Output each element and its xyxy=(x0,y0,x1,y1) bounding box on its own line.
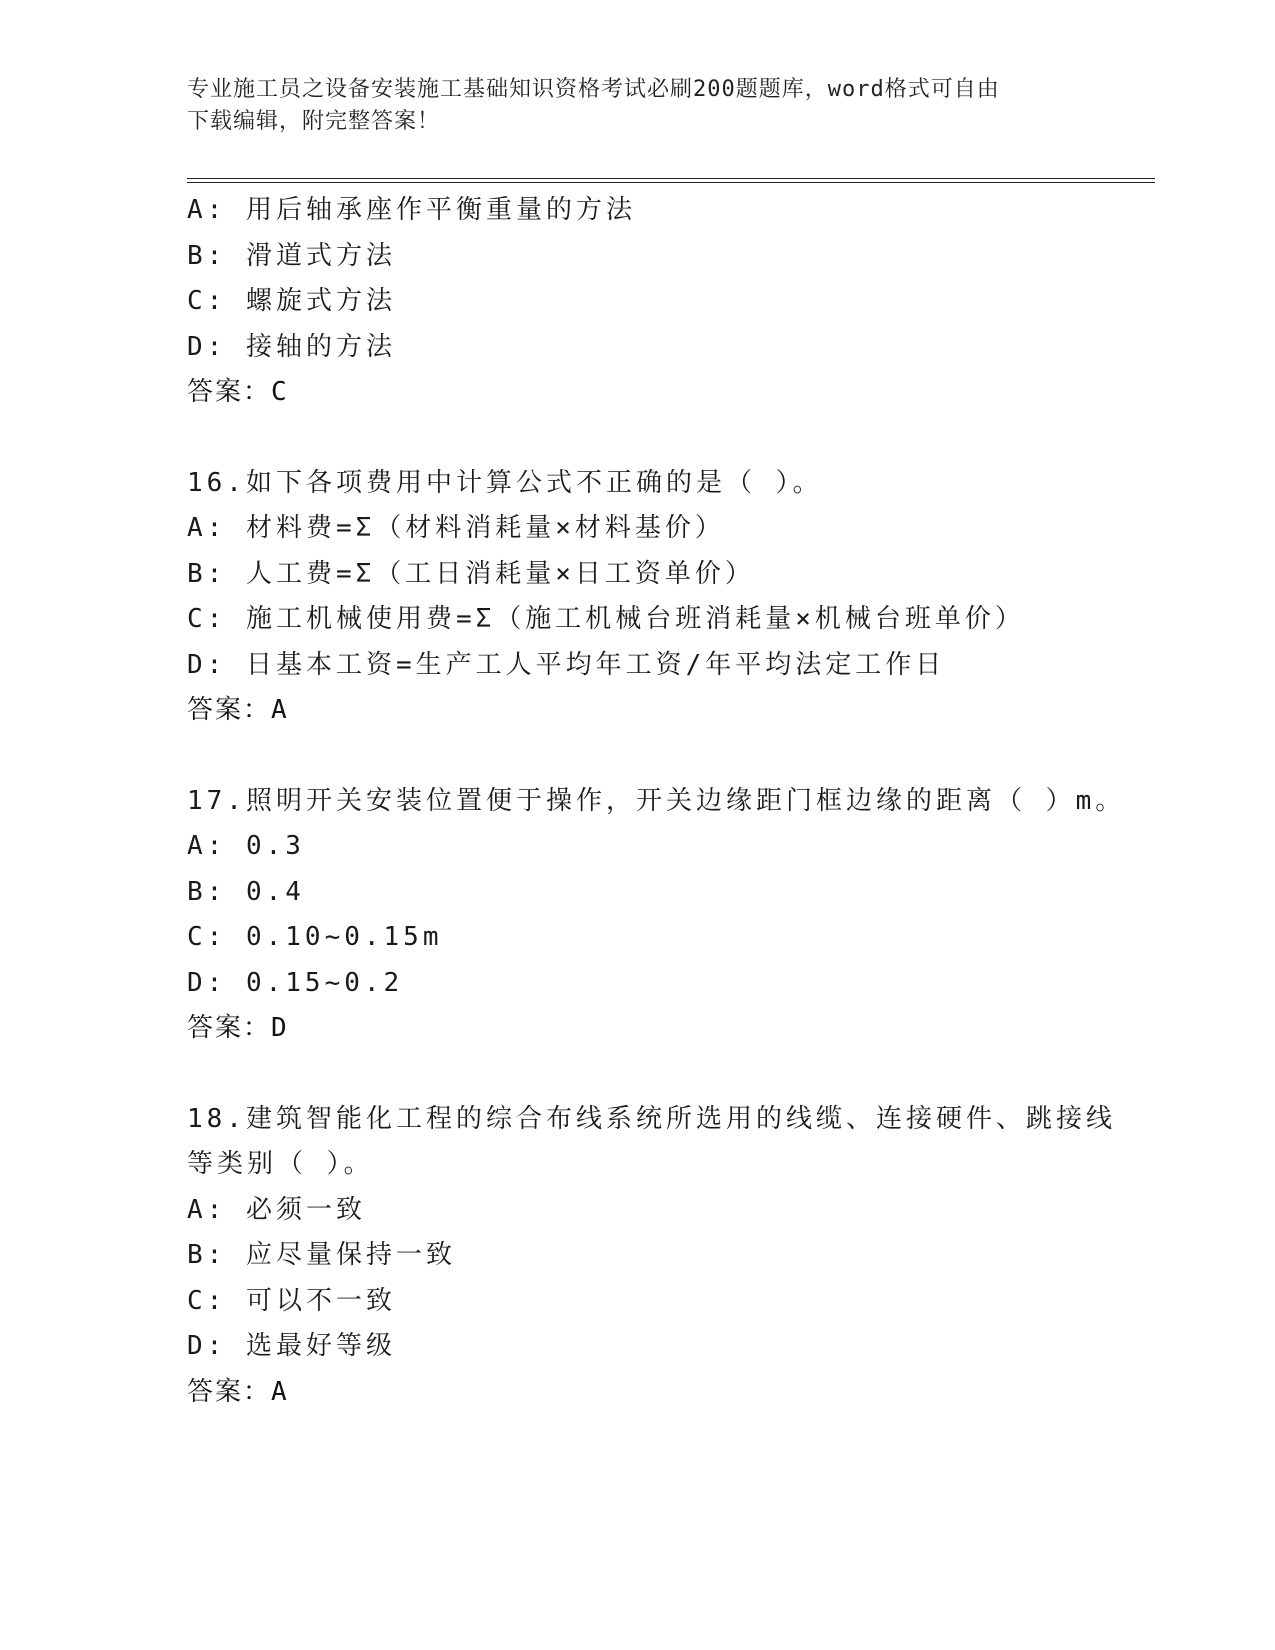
spacer xyxy=(187,734,1127,779)
option-c: C: 螺旋式方法 xyxy=(187,286,396,316)
option-a: A: 用后轴承座作平衡重量的方法 xyxy=(187,195,636,225)
header-line-2: 下载编辑，附完整答案！ xyxy=(187,109,441,134)
document-header xyxy=(187,74,1087,138)
question-block-17 xyxy=(187,779,1127,1052)
answer-label: 答案：A xyxy=(187,1376,289,1407)
spacer xyxy=(187,1052,1127,1097)
header-line-1: 专业施工员之设备安装施工基础知识资格考试必刷200题题库，word格式可自由 xyxy=(187,77,1000,102)
option-d: D: 日基本工资=生产工人平均年工资/年平均法定工作日 xyxy=(187,649,946,680)
header-divider-top xyxy=(187,178,1155,179)
question-block-16 xyxy=(187,461,1127,734)
option-c: C: 0.10~0.15m xyxy=(187,922,443,952)
option-c: C: 施工机械使用费=Σ（施工机械台班消耗量×机械台班单价） xyxy=(187,604,1025,634)
option-b: B: 滑道式方法 xyxy=(187,240,396,271)
option-d: D: 选最好等级 xyxy=(187,1331,396,1361)
option-a: A: 0.3 xyxy=(187,831,305,861)
option-b: B: 0.4 xyxy=(187,876,305,907)
answer-label: 答案：D xyxy=(187,1013,289,1043)
option-d: D: 0.15~0.2 xyxy=(187,967,404,998)
option-c: C: 可以不一致 xyxy=(187,1285,396,1316)
question-text: 16.如下各项费用中计算公式不正确的是（ ）。 xyxy=(187,467,823,498)
option-d: D: 接轴的方法 xyxy=(187,331,396,362)
header-divider-bottom xyxy=(187,182,1155,183)
answer-label: 答案：A xyxy=(187,695,289,725)
question-block-15 xyxy=(187,188,1127,416)
option-b: B: 人工费=Σ（工日消耗量×日工资单价） xyxy=(187,558,755,589)
option-a: A: 必须一致 xyxy=(187,1194,366,1225)
question-block-18 xyxy=(187,1097,1127,1416)
question-text-line-2: 等类别（ ）。 xyxy=(187,1149,374,1179)
option-a: A: 材料费=Σ（材料消耗量×材料基价） xyxy=(187,513,725,543)
option-b: B: 应尽量保持一致 xyxy=(187,1240,456,1270)
spacer xyxy=(187,416,1127,461)
question-list xyxy=(187,188,1127,1415)
question-text: 17.照明开关安装位置便于操作，开关边缘距门框边缘的距离（ ）m。 xyxy=(187,785,1126,816)
answer-label: 答案：C xyxy=(187,377,289,407)
question-text-line-1: 18.建筑智能化工程的综合布线系统所选用的线缆、连接硬件、跳接线 xyxy=(187,1103,1116,1134)
